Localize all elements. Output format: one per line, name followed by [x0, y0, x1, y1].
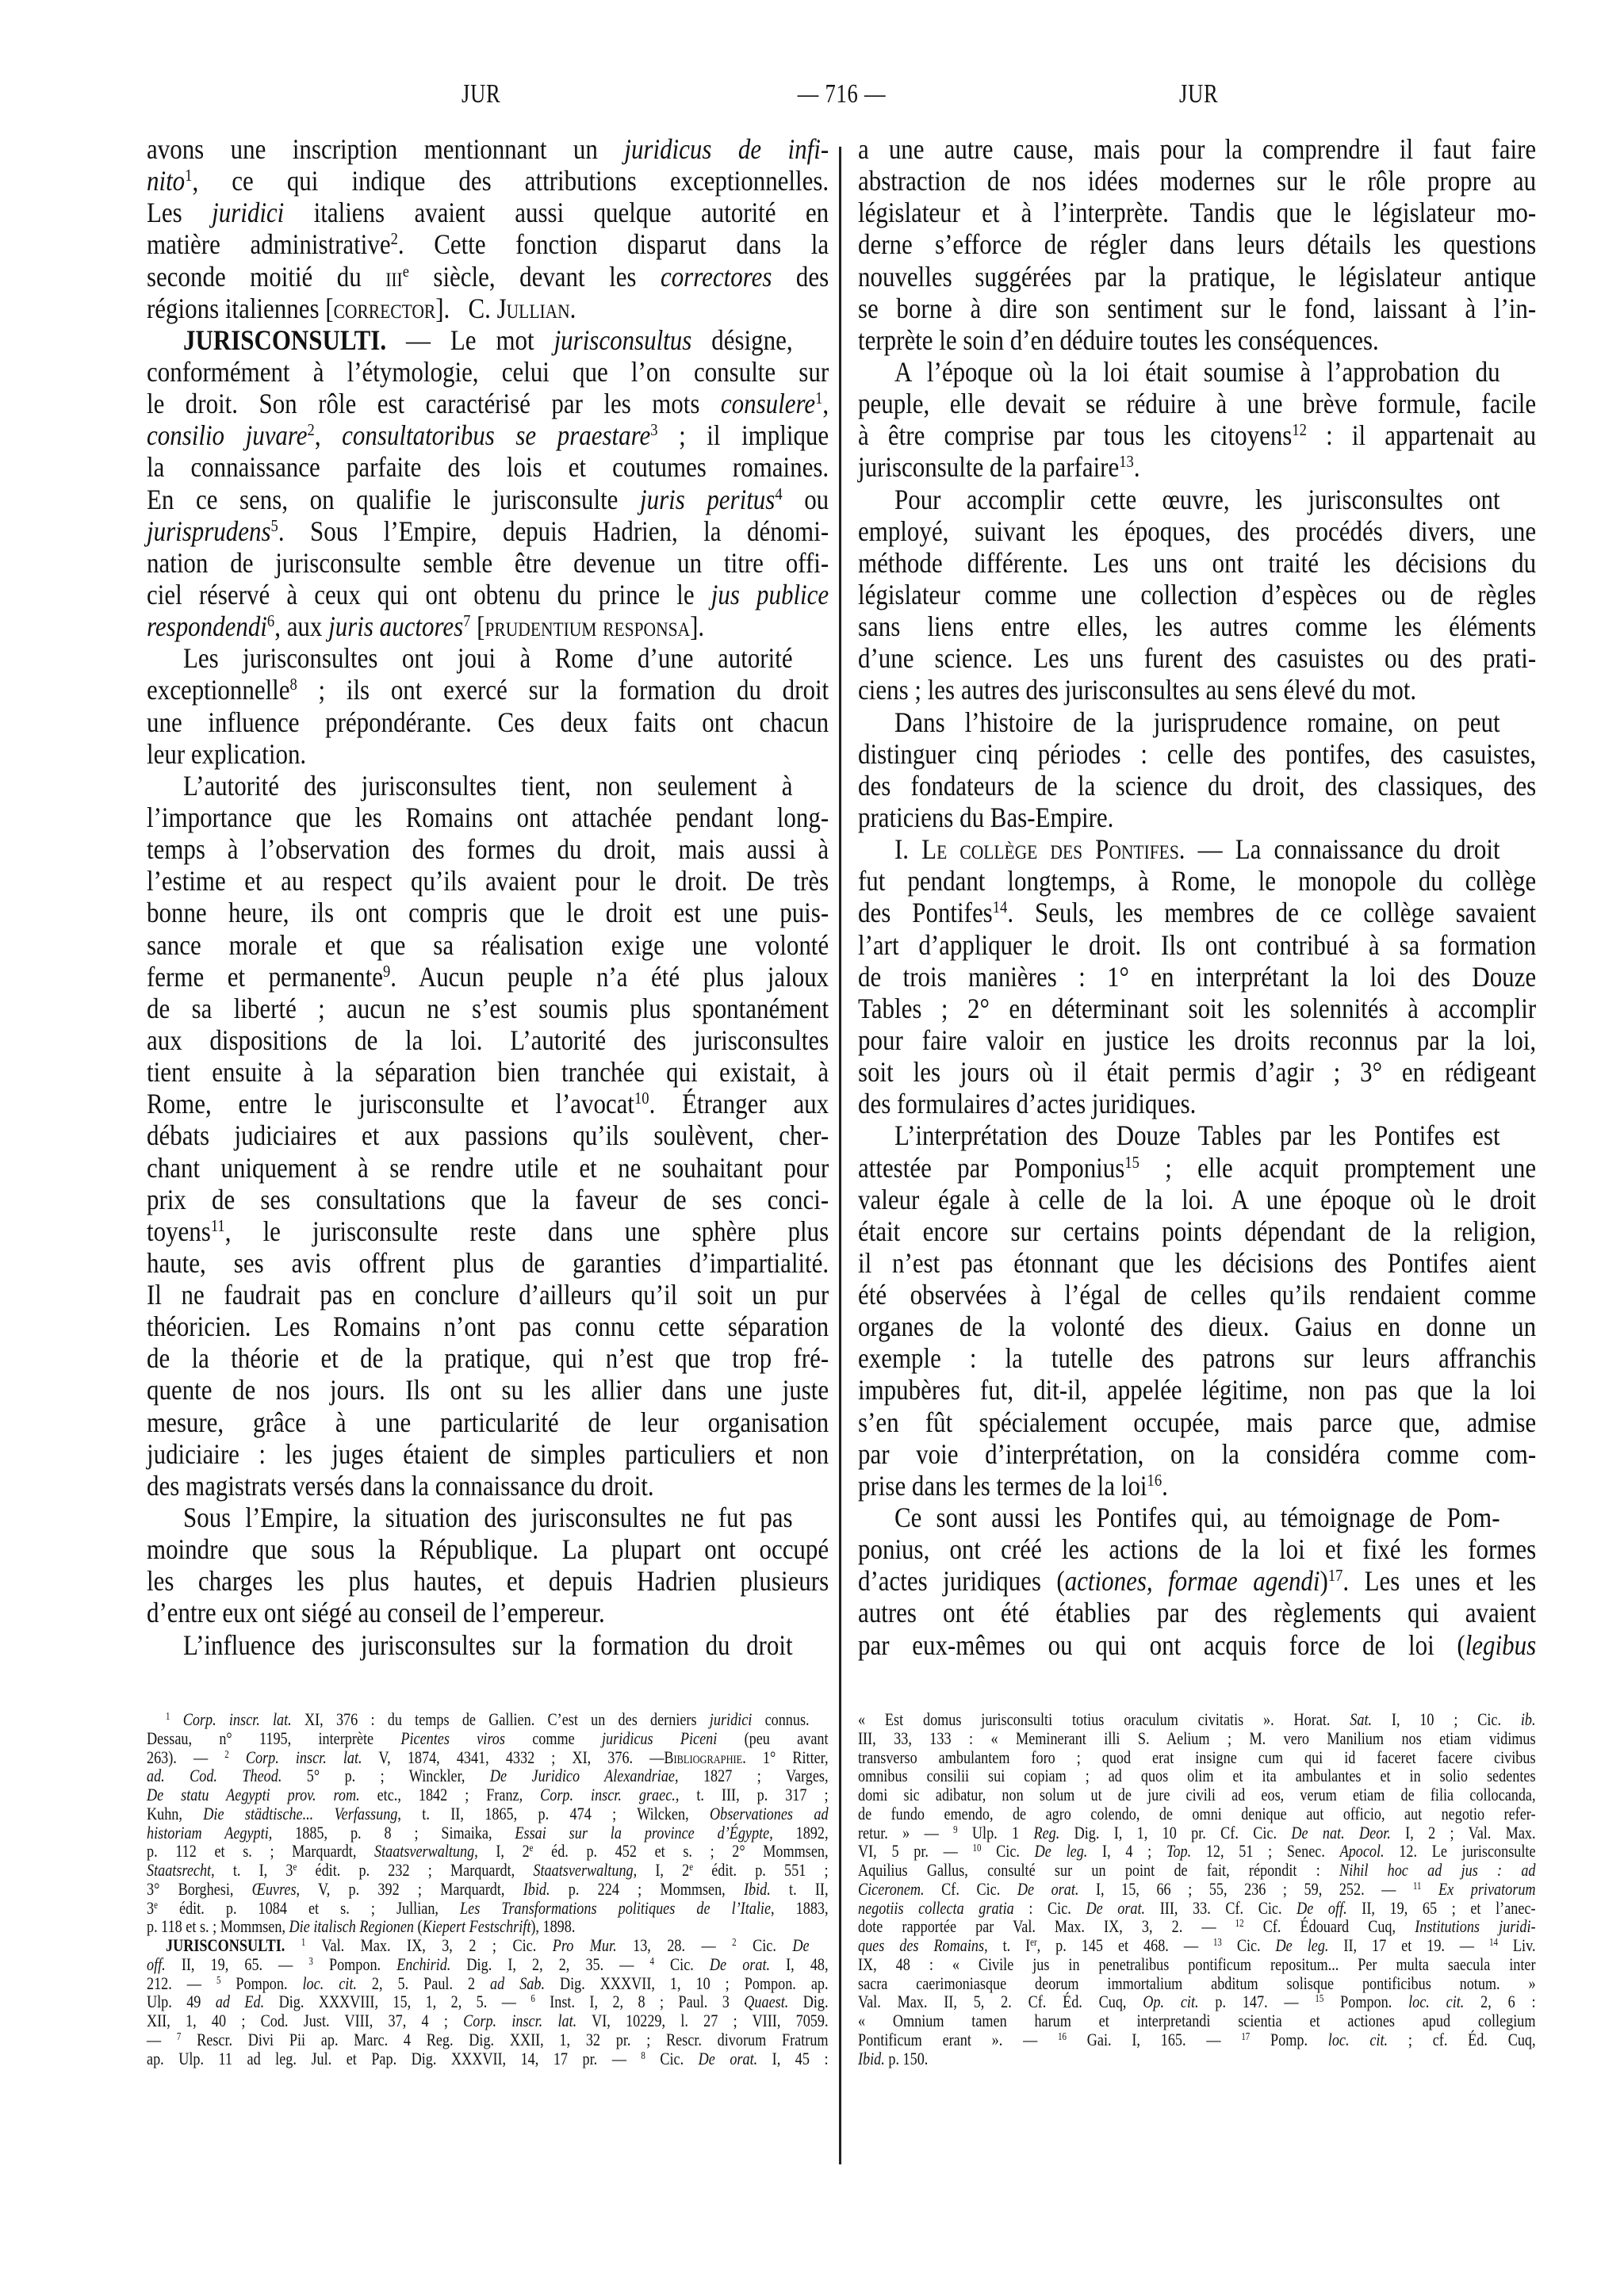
footnote-line-text: De statu Aegypti prov. rom. etc., 1842 ; Franz, Corp. inscr. graec., t. III, p. 317 ; [147, 1785, 829, 1804]
body-text-line [858, 770, 1536, 802]
footnote-line [147, 1748, 829, 1767]
body-text-line [858, 419, 1536, 451]
body-text-line [858, 1565, 1536, 1597]
body-text-line-text: praticiens du Bas-Empire. [858, 801, 1114, 833]
footnote-line-text: Val. Max. II, 5, 2. Cf. Éd. Cuq, Op. cit. p. 147. — $^{15}$ Pompon. loc. cit. 2, 6 : [858, 1992, 1536, 2012]
body-text-line-text: prix de ses consultations que la faveur de ses conci- [147, 1183, 829, 1215]
footnote-line-text: — $^7$ Rescr. Divi Pii ap. Marc. 4 Reg. Dig. XXII, 1, 32 pr. ; Rescr. divorum Fratrum [147, 2029, 829, 2049]
body-text-line [858, 1024, 1536, 1056]
body-text-line [858, 484, 1536, 515]
body-text-line [858, 929, 1536, 961]
body-text-line [147, 802, 829, 833]
footnote-line [858, 1729, 1536, 1748]
body-text-line-text: mesure, grâce à une particularité de leur organisation [147, 1406, 829, 1438]
body-text-line-text: d’actes juridiques (actiones, formae agendi)$^{17}$. Les unes et les [858, 1565, 1537, 1598]
footnote-line-text: 3e édit. p. 1084 et s. ; Jullian, Les Transformations politiques de l’Italie, 1883, [147, 1897, 829, 1918]
body-text-line-text: exceptionnelle$^8$ ; ils ont exercé sur la formation du droit [147, 674, 829, 706]
body-text-line-text: avons une inscription mentionnant un juridicus de infi- [147, 133, 829, 165]
body-text-line-text: fut pendant longtemps, à Rome, le monopole du collège [858, 865, 1537, 897]
body-text-line-text: des fondateurs de la science du droit, des classiques, des [858, 769, 1537, 802]
body-text-line-text: des Pontifes$^{14}$. Seuls, les membres de ce collège savaient [858, 897, 1537, 929]
footnote-line-text: Ciceronem. Cf. Cic. De orat. I, 15, 66 ; 55, 236 ; 59, 252. — $^{11}$ Ex privatorum [858, 1878, 1536, 1899]
body-text-line-text: judiciaire : les juges étaient de simples particuliers et non [147, 1437, 829, 1470]
body-text-line [858, 356, 1536, 388]
footnote-line [147, 1974, 829, 1993]
body-text-line-text: ciel réservé à ceux qui ont obtenu du prince le jus publice [147, 578, 829, 610]
footnote-line-text: XII, 1, 40 ; Cod. Just. VIII, 37, 4 ; Corp. inscr. lat. VI, 10229, l. 27 ; VIII, 7059. [147, 2011, 829, 2030]
body-text-line [858, 165, 1536, 197]
body-text-line [858, 1119, 1536, 1151]
body-text-line-text: L’interprétation des Douze Tables par les Pontifes est [894, 1119, 1500, 1152]
body-text-line [147, 1565, 829, 1597]
body-text-line-text: haute, ses avis offrent plus de garanties d’impartialité. [147, 1246, 829, 1279]
body-text-line-text: jurisconsulte de la parfaire$^{13}$. [858, 451, 1140, 484]
body-text-line [858, 706, 1536, 738]
body-text-line-text: Les juridici italiens avaient aussi quelque autorité en [147, 197, 829, 229]
body-text-line [858, 579, 1536, 610]
footnote-line-text: VI, 5 pr. — $^{10}$ Cic. De leg. I, 4 ; Top. 12, 51 ; Senec. Apocol. 12. Le jurisconsulte [858, 1841, 1536, 1862]
body-text-line [858, 1279, 1536, 1311]
footnote-line [858, 1710, 1536, 1729]
body-text-line-text: la connaissance parfaite des lois et coutumes romaines. [147, 451, 829, 484]
body-text-line [147, 1629, 829, 1661]
body-text-line-text: de la théorie et de la pratique, qui n’est que trop fré- [147, 1342, 829, 1375]
footnote-line-text: JURISCONSULTI. $^1$ Val. Max. IX, 3, 2 ; Cic. Pro Mur. 13, 28. — $^2$ Cic. De [166, 1935, 810, 1955]
body-text-line-text: par eux-mêmes ou qui ont acquis force de loi (legibus [858, 1628, 1537, 1661]
body-text-line-text: été observées à l’égal de celles qu’ils rendaient comme [858, 1279, 1537, 1311]
body-text-line [147, 833, 829, 865]
body-text-line-text: Dans l’histoire de la jurisprudence romaine, on peut [894, 706, 1500, 738]
body-text-line-text: ciens ; les autres des jurisconsultes au sens élevé du mot. [858, 674, 1417, 706]
footnote-line-text: Ibid. p. 150. [858, 2048, 929, 2068]
body-text-line [147, 484, 829, 515]
footnote-line [858, 1917, 1536, 1936]
footnote-line [858, 2049, 1536, 2068]
body-text-line [858, 1088, 1536, 1119]
footnote-line [858, 1823, 1536, 1843]
body-text-line-text: soit les jours où il était permis d’agir ; 3° en rédigeant [858, 1056, 1537, 1089]
footnote-line [858, 1955, 1536, 1974]
footnote-line [858, 1974, 1536, 1993]
footnote-line [147, 1861, 829, 1880]
body-text-line-text: méthode différente. Les uns ont traité les décisions du [858, 546, 1537, 579]
body-text-line [858, 865, 1536, 897]
body-text-line-text: impubères fut, dit-il, appelée légitime, non pas que la loi [858, 1374, 1537, 1406]
body-text-line-text: des formulaires d’actes juridiques. [858, 1088, 1197, 1120]
body-text-line [147, 356, 829, 388]
body-text-line-text: Sous l’Empire, la situation des jurisconsultes ne fut pas [183, 1502, 793, 1534]
footnote-line-text: Aquilius Gallus, consulté sur un point de fait, répondit : Nihil hoc ad jus : ad [858, 1860, 1536, 1880]
body-text-line-text: respondendi$^6$, aux juris auctores$^7$ [prudentium responsa]. [147, 610, 705, 643]
body-text-line-text: des magistrats versés dans la connaissance du droit. [147, 1469, 654, 1502]
footnote-line-text: retur. » — $^9$ Ulp. 1 Reg. Dig. I, 1, 10 pr. Cf. Cic. De nat. Deor. I, 2 ; Val. Max. [858, 1822, 1536, 1843]
footnotes-right-column [858, 1710, 1536, 2068]
footnote-line-text: off. II, 19, 65. — $^3$ Pompon. Enchirid. Dig. I, 2, 2, 35. — $^4$ Cic. De orat. I, 48, [147, 1954, 829, 1974]
body-text-line [858, 642, 1536, 674]
body-text-line-text: abstraction de nos idées modernes sur le rôle propre au [858, 165, 1537, 197]
footnote-line [147, 2030, 829, 2049]
body-text-line [147, 579, 829, 610]
body-text-line-text: le droit. Son rôle est caractérisé par les mots consulere$^1$, [147, 388, 829, 420]
body-text-line-text: l’importance que les Romains ont attachée pendant long- [147, 801, 829, 833]
body-text-line-text: tient ensuite à la séparation bien tranchée qui existait, à [147, 1056, 829, 1089]
body-text-line-text: d’une science. Les uns furent des casuistes ou des prati- [858, 642, 1537, 675]
body-text-line-text: théoricien. Les Romains n’ont pas connu cette séparation [147, 1311, 829, 1343]
body-text-line-text: sans liens entre elles, les autres comme les éléments [858, 610, 1537, 643]
body-text-line [147, 451, 829, 483]
body-text-line-text: valeur égale à celle de la loi. A une époque où le droit [858, 1183, 1537, 1215]
footnote-line-text: Pontificum erant ». — $^{16}$ Gai. I, 165. — $^{17}$ Pomp. loc. cit. ; cf. Éd. Cuq, [858, 2029, 1536, 2049]
footnote-line [858, 1785, 1536, 1804]
body-text-line-text: de trois manières : 1° en interprétant la loi des Douze [858, 960, 1537, 993]
footnote-line-text: Kuhn, Die städtische... Verfassung, t. II, 1865, p. 474 ; Wilcken, Observationes ad [147, 1803, 829, 1823]
page-number: — 716 — [797, 79, 887, 109]
body-text-line-text: débats judiciaires et aux passions qu’ils soulèvent, cher- [147, 1119, 829, 1152]
body-text-line-text: nito$^1$, ce qui indique des attributions exceptionnelles. [147, 165, 829, 197]
body-text-line [147, 1406, 829, 1438]
header-right-keyword: JUR [1178, 79, 1219, 109]
footnote-line-text: 212. — $^5$ Pompon. loc. cit. 2, 5. Paul. 2 ad Sab. Dig. XXXVII, 1, 10 ; Pompon. ap. [147, 1973, 829, 1993]
body-text-line [858, 324, 1536, 356]
body-text-line-text: a une autre cause, mais pour la comprendre il faut faire [858, 133, 1537, 165]
body-text-line [147, 610, 829, 642]
footnote-line [147, 2049, 829, 2068]
body-text-line-text: il n’est pas étonnant que les décisions des Pontifes aient [858, 1246, 1537, 1279]
footnote-line-text: transverso ambulantem foro ; quod erat insigne cum qui id faceret facere civibus [858, 1747, 1536, 1767]
footnote-line-text: III, 33, 133 : « Meminerant illi S. Aelium ; M. vero Manilium nos etiam vidimus [858, 1728, 1536, 1748]
body-text-line [858, 993, 1536, 1024]
footnote-line-text: Staatsrecht, t. I, 3e édit. p. 232 ; Marquardt, Staatsverwaltung, I, 2e édit. p. 551 ; [147, 1860, 829, 1880]
body-text-line-text: attestée par Pomponius$^{15}$ ; elle acquit promptement une [858, 1151, 1537, 1184]
column-divider [839, 147, 841, 2164]
body-text-line [858, 1406, 1536, 1438]
body-text-line [858, 833, 1536, 865]
body-text-line-text: sance morale et que sa réalisation exige une volonté [147, 928, 829, 961]
footnote-line [147, 1710, 829, 1729]
body-text-line-text: d’entre eux ont siégé au conseil de l’empereur. [147, 1597, 605, 1629]
body-text-line [858, 1533, 1536, 1565]
body-text-line-text: chant uniquement à se rendre utile et ne souhaitant pour [147, 1151, 829, 1184]
footnote-line-text: « Omnium tamen harum et interpretandi scientia et actiones apud collegium [858, 2011, 1536, 2030]
body-text-line-text: L’autorité des jurisconsultes tient, non seulement à [183, 769, 793, 802]
body-text-line [858, 1056, 1536, 1088]
body-text-line [147, 419, 829, 451]
footnote-line-text: omnibus consilii sui copiam ; ad quos olim et ita ambulantes et in solio sedentes [858, 1766, 1536, 1786]
body-text-line-text: En ce sens, on qualifie le jurisconsulte juris peritus$^4$ ou [147, 483, 829, 515]
body-text-line-text: toyens$^{11}$, le jurisconsulte reste dans une sphère plus [147, 1215, 829, 1247]
body-text-line-text: régions italiennes [corrector]. C. Jullian. [147, 292, 576, 324]
body-text-line [147, 1470, 829, 1502]
body-text-line [858, 261, 1536, 293]
footnote-line [147, 1729, 829, 1748]
footnote-line [858, 1861, 1536, 1880]
footnote-line-text: ad. Cod. Theod. 5° p. ; Winckler, De Juridico Alexandriae, 1827 ; Varges, [147, 1766, 829, 1786]
footnote-line [858, 1936, 1536, 1955]
body-text-line [147, 1438, 829, 1470]
body-text-line [147, 993, 829, 1024]
footnote-line-text: 3° Borghesi, Œuvres, V, p. 392 ; Marquardt, Ibid. p. 224 ; Mommsen, Ibid. t. II, [147, 1878, 829, 1899]
body-text-line [147, 1502, 829, 1533]
body-text-line [147, 1247, 829, 1279]
footnote-line [858, 1748, 1536, 1767]
footnote-line [858, 1899, 1536, 1918]
footnote-line-text: ques des Romains, t. Ier, p. 145 et 468. — $^{13}$ Cic. De leg. II, 17 et 19. — $^{14}$ Liv. [858, 1935, 1536, 1955]
body-text-line [147, 674, 829, 706]
body-text-line [147, 197, 829, 228]
body-text-line [147, 897, 829, 928]
body-text-line [858, 1374, 1536, 1406]
footnote-line [858, 1880, 1536, 1899]
body-text-line-text: A l’époque où la loi était soumise à l’approbation du [894, 355, 1500, 388]
body-text-line-text: autres ont été établies par des règlements qui avaient [858, 1597, 1537, 1629]
body-text-line-text: moindre que sous la République. La plupart ont occupé [147, 1533, 829, 1566]
body-text-line-text: Pour accomplir cette œuvre, les jurisconsultes ont [894, 483, 1500, 515]
body-text-line [147, 961, 829, 993]
body-text-line-text: seconde moitié du iii$^e$ siècle, devant les correctores des [147, 260, 829, 293]
body-text-line-text: se borne à dire son sentiment sur le fond, laissant à l’in- [858, 292, 1537, 324]
body-text-line-text: par voie d’interprétation, on la considéra comme com- [858, 1437, 1537, 1470]
body-text-line [858, 961, 1536, 993]
footnote-line [147, 1823, 829, 1843]
body-text-line [147, 642, 829, 674]
body-text-line-text: Rome, entre le jurisconsulte et l’avocat$^{10}$. Étranger aux [147, 1088, 829, 1120]
body-text-line-text: nouvelles suggérées par la pratique, le législateur antique [858, 260, 1537, 293]
body-text-line-text: JURISCONSULTI. — Le mot jurisconsultus désigne, [183, 323, 793, 356]
body-text-line-text: conformément à l’étymologie, celui que l’on consulte sur [147, 355, 829, 388]
footnote-line-text: IX, 48 : « Civile jus in penetralibus pontificum repositum... Per multa saecula inter [858, 1954, 1536, 1974]
body-text-line-text: Tables ; 2° en déterminant soit les solennités à accomplir [858, 992, 1537, 1024]
body-text-line-text: derne s’efforce de régler dans leurs détails les questions [858, 228, 1537, 261]
body-text-line [147, 261, 829, 293]
body-text-line [858, 197, 1536, 228]
footnote-line-text: $^1$ Corp. inscr. lat. XI, 376 : du temps de Gallien. C’est un des derniers juridici connus. [166, 1709, 810, 1729]
body-text-line-text: législateur et à l’interprète. Tandis que le législateur mo- [858, 197, 1537, 229]
main-text-left-column [147, 133, 829, 1661]
body-text-line [147, 133, 829, 165]
footnote-line [147, 1766, 829, 1785]
footnote-line-text: p. 112 et s. ; Marquardt, Staatsverwaltung, I, 2e éd. p. 452 et s. ; 2° Mommsen, [147, 1841, 829, 1862]
footnote-line [858, 1766, 1536, 1785]
body-text-line [147, 1279, 829, 1311]
body-text-line-text: ponius, ont créé les actions de la loi et fixé les formes [858, 1533, 1537, 1566]
body-text-line-text: Les jurisconsultes ont joui à Rome d’une autorité [183, 642, 793, 675]
body-text-line [147, 770, 829, 802]
body-text-line [858, 1184, 1536, 1215]
footnote-line-text: 263). — $^2$ Corp. inscr. lat. V, 1874, 4341, 4332 ; XI, 376. —Bibliographie. 1° Ritter, [147, 1747, 829, 1767]
footnote-line [147, 1785, 829, 1804]
footnote-line-text: « Est domus jurisconsulti totius oraculum civitatis ». Horat. Sat. I, 10 ; Cic. ib. [858, 1709, 1536, 1729]
footnote-line-text: Dessau, n° 1195, interprète Picentes viros comme juridicus Piceni (peu avant [147, 1728, 829, 1748]
body-text-line [147, 293, 829, 324]
body-text-line [858, 1247, 1536, 1279]
body-text-line [858, 1152, 1536, 1184]
body-text-line [858, 674, 1536, 706]
body-text-line [858, 1597, 1536, 1628]
body-text-line-text: s’en fût spécialement occupée, mais parce que, admise [858, 1406, 1537, 1438]
body-text-line [858, 451, 1536, 483]
body-text-line [147, 1119, 829, 1151]
body-text-line-text: aux dispositions de la loi. L’autorité des jurisconsultes [147, 1024, 829, 1056]
body-text-line [147, 1088, 829, 1119]
body-text-line [858, 515, 1536, 547]
body-text-line [858, 1438, 1536, 1470]
body-text-line [858, 1629, 1536, 1661]
footnote-line [147, 1936, 829, 1955]
body-text-line [147, 547, 829, 579]
body-text-line-text: à être comprise par tous les citoyens$^{12}$ : il appartenait au [858, 419, 1537, 452]
footnote-line-text: ap. Ulp. 11 ad leg. Jul. et Pap. Dig. XXXVII, 14, 17 pr. — $^8$ Cic. De orat. I, 45 : [147, 2048, 829, 2068]
header-left-keyword: JUR [461, 79, 501, 109]
body-text-line-text: une influence prépondérante. Ces deux faits ont chacun [147, 706, 829, 738]
body-text-line [147, 324, 829, 356]
body-text-line-text: L’influence des jurisconsultes sur la formation du droit [183, 1628, 793, 1661]
body-text-line [858, 1502, 1536, 1533]
footnote-line [858, 1842, 1536, 1861]
footnote-line-text: de fundo emendo, de agro colendo, de omni denique aut officio, aut negotio refer- [858, 1803, 1536, 1823]
body-text-line-text: distinguer cinq périodes : celle des pontifes, des casuistes, [858, 737, 1537, 770]
running-header [147, 79, 1534, 119]
footnote-line-text: p. 118 et s. ; Mommsen, Die italisch Regionen (Kiepert Festschrift), 1898. [147, 1916, 576, 1937]
footnote-line [147, 1804, 829, 1823]
footnote-line-text: sacra caerimoniasque deorum immortalium abditum solisque pontificibus notum. » [858, 1973, 1536, 1993]
body-text-line [147, 1374, 829, 1406]
body-text-line-text: Ce sont aussi les Pontifes qui, au témoignage de Pom- [894, 1502, 1500, 1534]
body-text-line [147, 1215, 829, 1247]
footnote-line [147, 1992, 829, 2011]
body-text-line [858, 388, 1536, 419]
footnotes-left-column [147, 1710, 829, 2068]
main-text-right-column [858, 133, 1536, 1661]
body-text-line [858, 802, 1536, 833]
body-text-line-text: était encore sur certains points dépendant de la religion, [858, 1215, 1537, 1247]
footnote-line [147, 2011, 829, 2030]
body-text-line [147, 1533, 829, 1565]
body-text-line [147, 1024, 829, 1056]
body-text-line [147, 1311, 829, 1342]
footnote-line-text: negotiis collecta gratia : Cic. De orat. III, 33. Cf. Cic. De off. II, 19, 65 ; et l’anec- [858, 1897, 1536, 1918]
footnote-line [147, 1917, 829, 1936]
body-text-line [858, 610, 1536, 642]
body-text-line [147, 515, 829, 547]
body-text-line [147, 1597, 829, 1628]
body-text-line [147, 1152, 829, 1184]
body-text-line-text: les charges les plus hautes, et depuis Hadrien plusieurs [147, 1565, 829, 1598]
body-text-line [858, 738, 1536, 770]
body-text-line-text: peuple, elle devait se réduire à une brève formule, facile [858, 388, 1537, 420]
body-text-line-text: Il ne faudrait pas en conclure d’ailleurs qu’il soit un pur [147, 1279, 829, 1311]
body-text-line-text: exemple : la tutelle des patrons sur leurs affranchis [858, 1342, 1537, 1375]
body-text-line [147, 1342, 829, 1374]
body-text-line-text: jurisprudens$^5$. Sous l’Empire, depuis Hadrien, la dénomi- [147, 515, 829, 547]
body-text-line-text: matière administrative$^2$. Cette fonction disparut dans la [147, 228, 829, 261]
body-text-line-text: leur explication. [147, 737, 307, 770]
body-text-line [858, 1342, 1536, 1374]
body-text-line-text: ferme et permanente$^9$. Aucun peuple n’a été plus jaloux [147, 960, 829, 993]
body-text-line [147, 388, 829, 419]
body-text-line [858, 133, 1536, 165]
body-text-line-text: pour faire valoir en justice les droits reconnus par la loi, [858, 1024, 1537, 1056]
body-text-line-text: législateur comme une collection d’espèces ou de règles [858, 578, 1537, 610]
footnote-line [147, 1955, 829, 1974]
footnote-line-text: historiam Aegypti, 1885, p. 8 ; Simaika, Essai sur la province d’Égypte, 1892, [147, 1822, 829, 1843]
body-text-line-text: temps à l’observation des formes du droit, mais aussi à [147, 833, 829, 866]
footnote-line [858, 1804, 1536, 1823]
body-text-line-text: prise dans les termes de la loi$^{16}$. [858, 1469, 1168, 1502]
body-text-line [858, 1215, 1536, 1247]
body-text-line [858, 897, 1536, 928]
body-text-line [858, 1311, 1536, 1342]
body-text-line [147, 1184, 829, 1215]
footnote-line-text: domi sic adibatur, non solum ut de jure civili ad eos, verum etiam de filia collocanda, [858, 1785, 1536, 1804]
body-text-line-text: de sa liberté ; aucun ne s’est soumis plus spontanément [147, 992, 829, 1024]
body-text-line [147, 738, 829, 770]
body-text-line-text: l’estime et au respect qu’ils avaient pour le droit. De très [147, 865, 829, 897]
body-text-line-text: terprète le soin d’en déduire toutes les conséquences. [858, 323, 1379, 356]
body-text-line-text: organes de la volonté des dieux. Gaius en donne un [858, 1311, 1537, 1343]
footnote-line-text: dote rapportée par Val. Max. IX, 3, 2. — $^{12}$ Cf. Édouard Cuq, Institutions juridi- [858, 1916, 1536, 1937]
body-text-line [858, 1470, 1536, 1502]
footnote-line [147, 1842, 829, 1861]
footnote-line [858, 2030, 1536, 2049]
body-text-line [147, 228, 829, 260]
body-text-line [858, 293, 1536, 324]
body-text-line [147, 165, 829, 197]
footnote-line [147, 1880, 829, 1899]
body-text-line [147, 1056, 829, 1088]
body-text-line-text: consilio juvare$^2$, consultatoribus se praestare$^3$ ; il implique [147, 419, 829, 452]
body-text-line-text: quente de nos jours. Ils ont su les allier dans une juste [147, 1374, 829, 1406]
body-text-line [147, 706, 829, 738]
body-text-line-text: I. Le collège des Pontifes. — La connaissance du droit [894, 833, 1500, 866]
body-text-line [147, 929, 829, 961]
body-text-line-text: bonne heure, ils ont compris que le droit est une puis- [147, 897, 829, 929]
body-text-line [858, 228, 1536, 260]
body-text-line-text: l’art d’appliquer le droit. Ils ont contribué à sa formation [858, 928, 1537, 961]
body-text-line-text: employé, suivant les époques, des procédés divers, une [858, 515, 1537, 547]
body-text-line [858, 547, 1536, 579]
footnote-line-text: Ulp. 49 ad Ed. Dig. XXXVIII, 15, 1, 2, 5. — $^6$ Inst. I, 2, 8 ; Paul. 3 Quaest. Dig. [147, 1992, 829, 2012]
footnote-line [858, 1992, 1536, 2011]
body-text-line [147, 865, 829, 897]
footnote-line [858, 2011, 1536, 2030]
footnote-line [147, 1899, 829, 1918]
body-text-line-text: nation de jurisconsulte semble être devenue un titre offi- [147, 546, 829, 579]
